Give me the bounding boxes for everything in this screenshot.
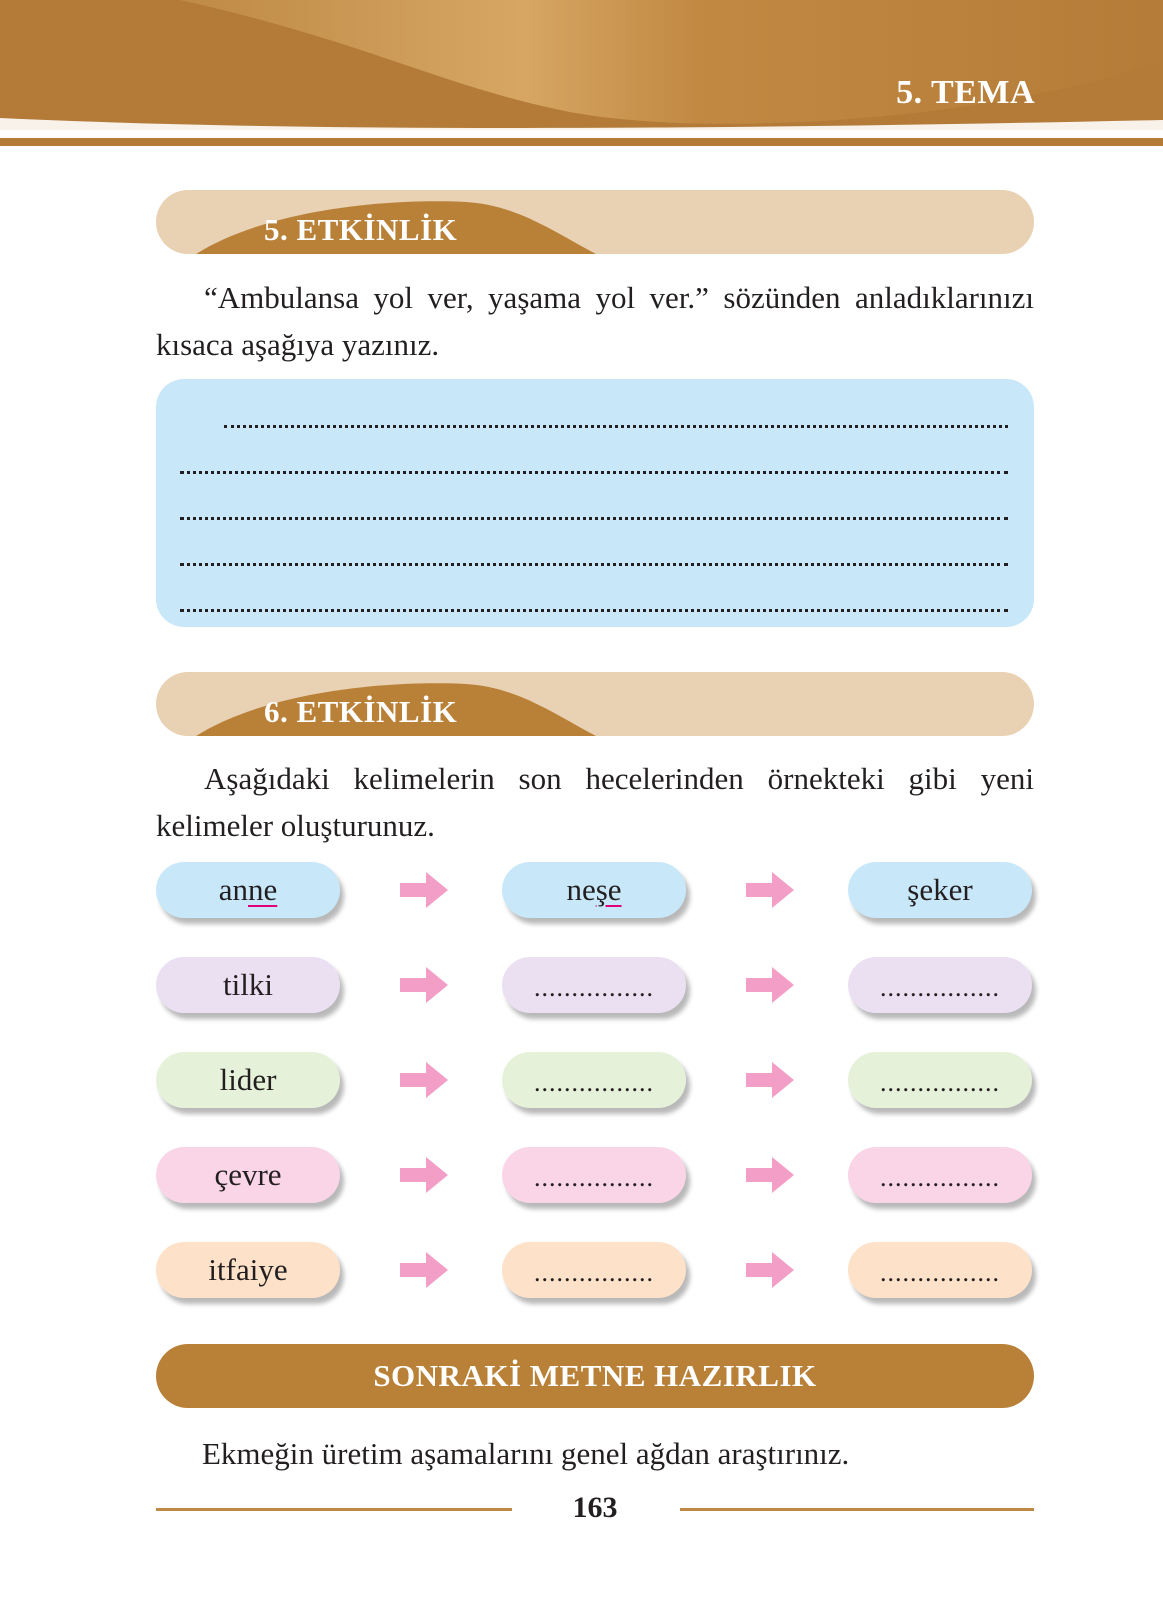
- blank-dots: ................: [534, 1163, 654, 1192]
- answer-line[interactable]: [180, 513, 1008, 520]
- answer-line[interactable]: [224, 421, 1008, 428]
- new-word-blank[interactable]: [502, 957, 686, 1013]
- arrow-icon: [746, 1252, 794, 1288]
- activity-6-tab: [156, 672, 1034, 736]
- arrow-icon: [400, 1062, 448, 1098]
- arrow-icon: [400, 967, 448, 1003]
- example-new-word-syllable: şe: [595, 872, 622, 907]
- final-word-blank[interactable]: [848, 957, 1032, 1013]
- blank-dots: ................: [534, 973, 654, 1002]
- final-word-blank[interactable]: [848, 1242, 1032, 1298]
- activity-5-instruction-text: “Ambulansa yol ver, yaşama yol ver.” sözünden anladıklarınızı kısaca aşağıya yazınız.: [156, 280, 1034, 362]
- blank-dots: ................: [534, 1068, 654, 1097]
- answer-line[interactable]: [180, 467, 1008, 474]
- activity-6-title: 6. ETKİNLİK: [264, 694, 458, 729]
- theme-label: 5. TEMA: [896, 74, 1035, 111]
- arrow-icon: [400, 1252, 448, 1288]
- blank-dots: ................: [880, 1258, 1000, 1287]
- example-new-word-prefix: ne: [566, 872, 596, 907]
- activity-5-title: 5. ETKİNLİK: [264, 212, 458, 247]
- arrow-icon: [746, 1157, 794, 1193]
- source-word: lider: [219, 1062, 277, 1097]
- source-word: çevre: [214, 1157, 282, 1192]
- activity-6-instruction: [156, 755, 1034, 849]
- next-text-banner: [156, 1344, 1034, 1408]
- example-final-word: şeker: [907, 872, 973, 907]
- answer-line[interactable]: [180, 559, 1008, 566]
- example-word-syllable: ne: [248, 872, 278, 907]
- activity-6-instruction-text: Aşağıdaki kelimelerin son hecelerinden örnekteki gibi yeni kelimeler oluşturunuz.: [156, 761, 1034, 843]
- final-word-blank[interactable]: [848, 1147, 1032, 1203]
- source-word-pill: [156, 1242, 340, 1298]
- example-final-word-pill: [848, 862, 1032, 918]
- next-text-instruction: Ekmeğin üretim aşamalarını genel ağdan araştırınız.: [202, 1436, 850, 1471]
- arrow-icon: [746, 1062, 794, 1098]
- answer-line[interactable]: [180, 605, 1008, 612]
- blank-dots: ................: [880, 973, 1000, 1002]
- page-header: [0, 0, 1163, 150]
- arrow-icon: [400, 872, 448, 908]
- source-word-pill: [156, 1147, 340, 1203]
- new-word-blank[interactable]: [502, 1242, 686, 1298]
- blank-dots: ................: [880, 1163, 1000, 1192]
- source-word: tilki: [223, 967, 273, 1002]
- final-word-blank[interactable]: [848, 1052, 1032, 1108]
- example-word-prefix: an: [218, 872, 248, 907]
- example-new-word-pill: [502, 862, 686, 918]
- new-word-blank[interactable]: [502, 1147, 686, 1203]
- footer-line-left: [156, 1508, 512, 1511]
- activity-5-instruction: [156, 274, 1034, 368]
- activity-5-tab: [156, 190, 1034, 254]
- page-number: 163: [572, 1491, 618, 1524]
- source-word-pill: [156, 957, 340, 1013]
- blank-dots: ................: [880, 1068, 1000, 1097]
- arrow-icon: [746, 872, 794, 908]
- blank-dots: ................: [534, 1258, 654, 1287]
- footer-line-right: [680, 1508, 1034, 1511]
- source-word: itfaiye: [208, 1252, 288, 1287]
- source-word-pill: [156, 1052, 340, 1108]
- new-word-blank[interactable]: [502, 1052, 686, 1108]
- arrow-icon: [400, 1157, 448, 1193]
- arrow-icon: [746, 967, 794, 1003]
- example-word-pill: [156, 862, 340, 918]
- next-text-title: SONRAKİ METNE HAZIRLIK: [373, 1358, 817, 1393]
- answer-box[interactable]: [156, 379, 1034, 627]
